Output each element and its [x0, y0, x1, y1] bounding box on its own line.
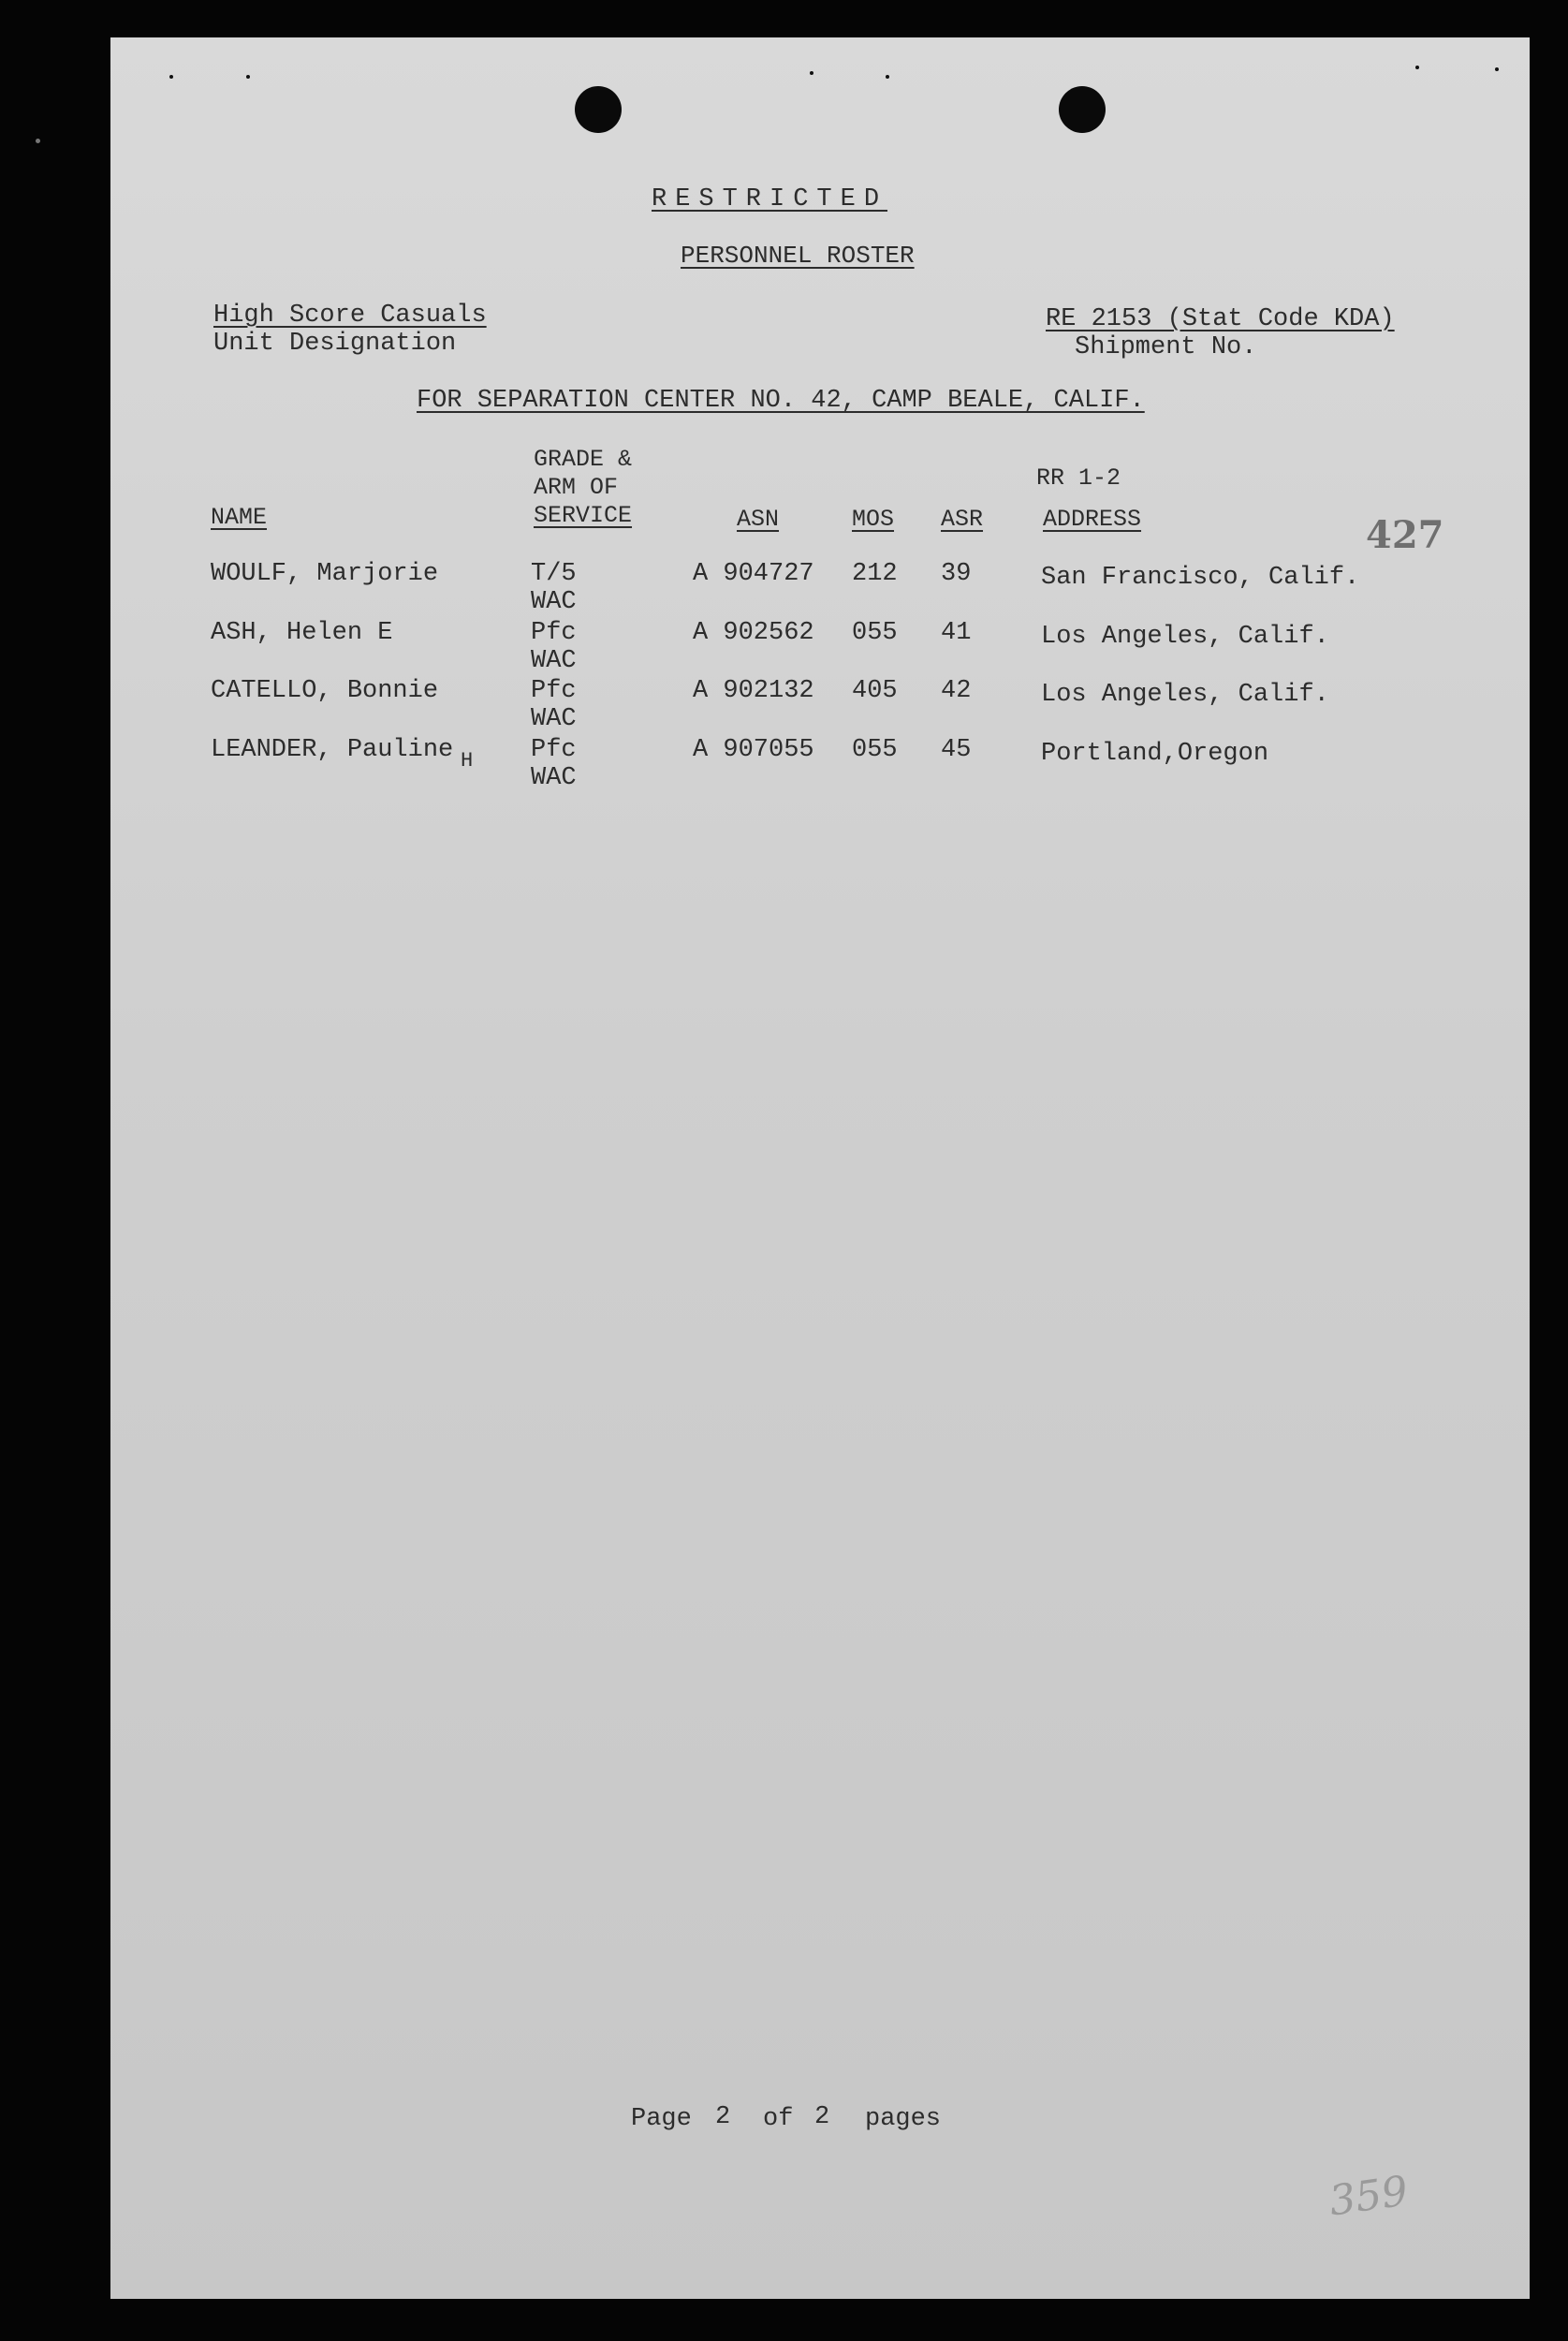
row-grade: Pfc	[531, 736, 577, 764]
speck	[1415, 66, 1419, 69]
row-asn: A 902132	[693, 677, 814, 705]
footer-page-word: Page	[631, 2105, 692, 2133]
table-row	[110, 619, 1530, 679]
row-mos: 055	[852, 736, 898, 764]
roster-title: PERSONNEL ROSTER	[681, 242, 915, 270]
row-address: Portland,Oregon	[1041, 740, 1269, 768]
row-arm-of-service: WAC	[531, 647, 577, 675]
unit-designation-label: Unit Designation	[213, 330, 457, 358]
table-row	[110, 677, 1530, 737]
row-arm-of-service: WAC	[531, 705, 577, 733]
row-name: LEANDER, Pauline	[211, 736, 454, 764]
speck	[169, 75, 173, 79]
classification-heading: RESTRICTED	[652, 185, 888, 213]
unit-designation-value: High Score Casuals	[213, 302, 487, 330]
shipment-number-label: Shipment No.	[1075, 333, 1257, 361]
footer-pages-word: pages	[865, 2105, 942, 2133]
document-page	[110, 37, 1530, 2299]
row-arm-of-service: WAC	[531, 764, 577, 792]
column-header-grade-line1: GRADE &	[534, 446, 633, 473]
row-mos: 405	[852, 677, 898, 705]
footer-page-number: 2	[715, 2103, 731, 2131]
speck	[1495, 67, 1499, 71]
handwritten-number: 359	[1326, 2167, 1412, 2226]
column-header-address: ADDRESS	[1043, 506, 1142, 533]
row-address: San Francisco, Calif.	[1041, 564, 1360, 592]
punch-hole-left	[575, 86, 622, 133]
row-asr: 42	[941, 677, 972, 705]
column-header-name: NAME	[211, 504, 268, 531]
punch-hole-right	[1059, 86, 1106, 133]
shipment-number-value: RE 2153 (Stat Code KDA)	[1046, 305, 1395, 333]
row-asn: A 902562	[693, 619, 814, 647]
row-grade: Pfc	[531, 677, 577, 705]
table-row	[110, 736, 1530, 796]
row-grade: T/5	[531, 560, 577, 588]
row-mark: H	[461, 749, 474, 773]
row-name: CATELLO, Bonnie	[211, 677, 439, 705]
footer-of-word: of	[763, 2105, 794, 2133]
column-header-mos: MOS	[852, 506, 895, 533]
speck	[886, 75, 889, 79]
row-asr: 41	[941, 619, 972, 647]
row-arm-of-service: WAC	[531, 588, 577, 616]
row-address: Los Angeles, Calif.	[1041, 623, 1329, 651]
footer-total-pages: 2	[814, 2103, 830, 2131]
row-name: WOULF, Marjorie	[211, 560, 439, 588]
column-header-grade-line2: ARM OF	[534, 474, 619, 501]
speck	[810, 71, 813, 75]
row-name: ASH, Helen E	[211, 619, 393, 647]
column-header-asn: ASN	[737, 506, 780, 533]
column-header-rr: RR 1-2	[1036, 464, 1121, 492]
speck	[36, 139, 40, 143]
column-header-asr: ASR	[941, 506, 984, 533]
page-stamp-number: 427	[1366, 513, 1444, 557]
row-mos: 212	[852, 560, 898, 588]
speck	[246, 75, 250, 79]
table-row	[110, 560, 1530, 620]
row-asn: A 904727	[693, 560, 814, 588]
row-address: Los Angeles, Calif.	[1041, 681, 1329, 709]
column-header-grade-line3: SERVICE	[534, 502, 633, 529]
row-grade: Pfc	[531, 619, 577, 647]
row-asr: 39	[941, 560, 972, 588]
row-asn: A 907055	[693, 736, 814, 764]
row-mos: 055	[852, 619, 898, 647]
row-asr: 45	[941, 736, 972, 764]
destination-line: FOR SEPARATION CENTER NO. 42, CAMP BEALE, CALIF.	[417, 387, 1145, 415]
